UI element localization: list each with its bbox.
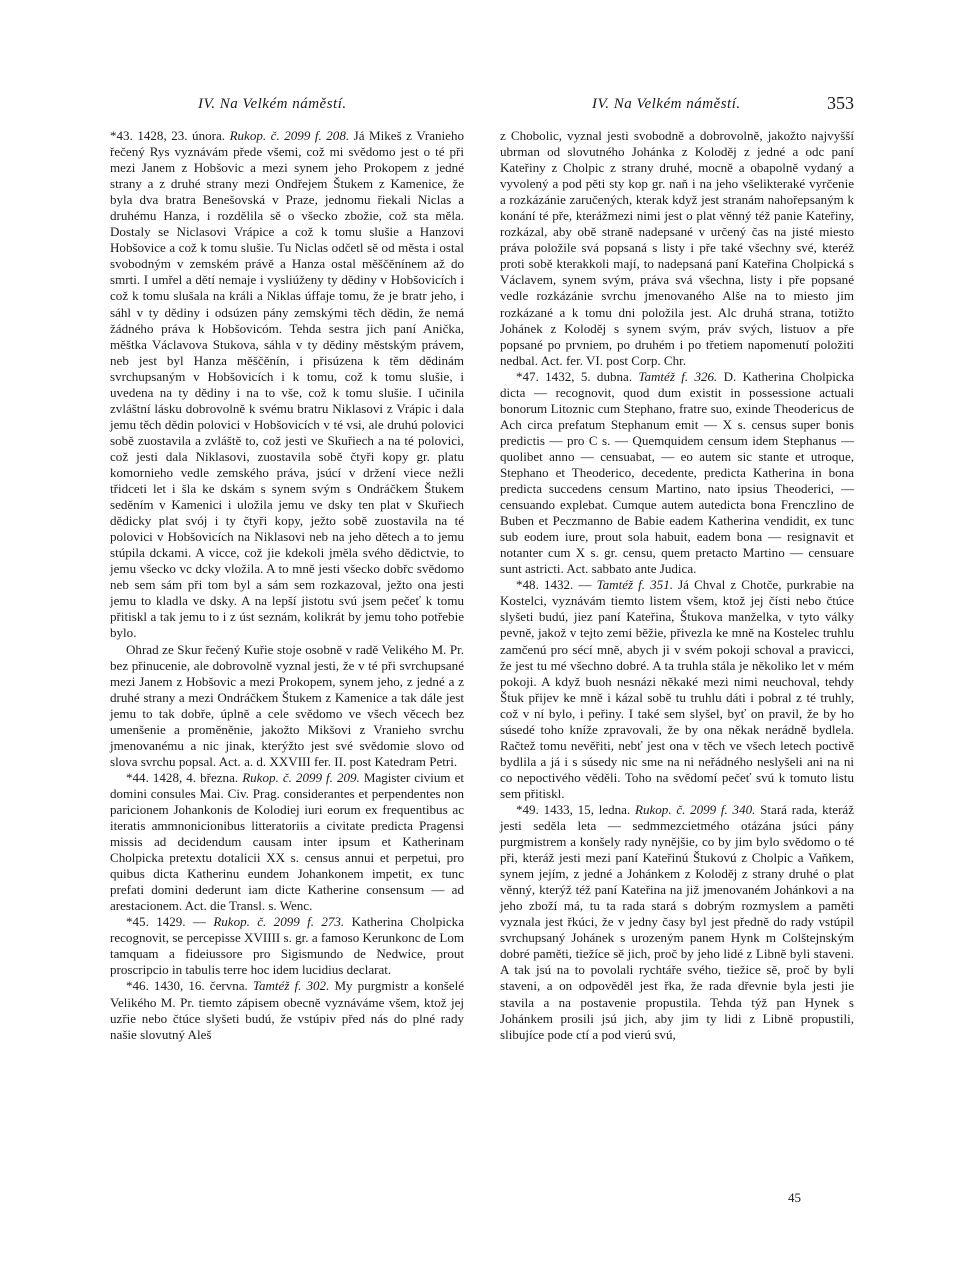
entry-head: *49. 1433, 15, ledna. — [516, 801, 631, 817]
entry-source: Tamtéž f. 351. — [596, 577, 673, 593]
signature-mark: 45 — [788, 1190, 801, 1205]
running-header — [110, 93, 854, 120]
entry-49 — [500, 802, 854, 1043]
left-column — [110, 128, 464, 1043]
entry-43-continuation: Ohrad ze Skur řečený Kuřie stoje osobně v radě Velikého M. Pr. bez přinucenie, ale dobrovolně vyznal jesti, že v té při svrchupsané mezi Janem z Hobšovic a mezi Prokopem, synem jeho, z jedné a z druhé strany a mezi Ondráčkem Štukem z Kamenice a tak dále jest jemu to tak dobře, úplně a cele svědomo ve všech věcech bez umenšenie a proměněnie, jakožto Mikšovi z Vranieho svrchu jmenovanému a nic jinak, kterýžto jest své svědomie slovo od slova svrchu popsal. Act. a. d. XXVIII fer. II. post Katedram Petri. — [110, 641, 464, 769]
entry-source: Rukop. č. 2099 f. 340. — [634, 801, 756, 817]
entry-source: Rukop. č. 2099 f. 273. — [213, 914, 345, 930]
entry-46-continuation: z Chobolic, vyznal jesti svobodně a dobrovolně, jakožto najvyšší ubrman od slovutného Johánka z Koloděj z jedné a odc paní Kateřiny z Cholpic z strany druhé, mocně a obapolně vydaný a vyvolený a pod pěti sty kop gr. naň i na jeho všelikteraké vyrčenie a rozkázánie zaručených, kterak když jest stranám nahořepsaným k konání té pře, kterážmezi nimi jest o plat věnný též panie Kateřiny, rozkázal, aby obě straně nadepsané v určený čas na jisté miesto práva položile svá popsaná s listy i pře také všechny své, kteréž proti sobě kterakkoli mají, to nadepsaná paní Kateřina Cholpická s Václavem, synem svým, práva svá všechna, listy i pře popsané vedle rozkázánie svrchu jmenovaného Alše na to miesto jim rozkázané a k tomu dni položila jest. Alc druhá strana, totižto Johánek z Koloděj s synem svým, práv svých, listuov a pře popsané po prvniem, po druhém i po třetiem napomenutí položiti nedbal. Act. fer. VI. post Corp. Chr. — [500, 128, 854, 368]
entry-text: Já Mikeš z Vranieho řečený Rys vyznávám přede všemi, což mi svědomo jest o té při mezi Janem z Hobšovic a mezi synem jeho Prokopem z jedné strany a z druhé strany mezi Ondřejem Štukem z Kamenice, že byla dva bratra Benešovská v Praze, jednomu řiekali Niclas a druhému Hanza, i rozdělila sě o všecko zbožie, což sta měla. Dostaly se Niclasovi Vrápice a což k tomu slušie a Hanzovi Hobšovice a což k tomu slušie. Tu Niclas odčetl sě od města i ostal svobodným v zemském právě a Hanza ostal měščěnínem až do smrti. I umřel a dětí nemaje i vysliúženy ty dědiny v Hobšovicích i což k tomu slušala na králi a Niklas úffaje tomu, že je bratr jeho, i sáhl v ty dědiny i odsúzen pány zemskými těch dědin, že nemá žádného práva k Hobšovicóm. Tehda sestra jich paní Anička, měštka Václavova Stukova, sáhla v ty dědiny městským právem, neb jest byl Hanza měščěnín, i přisúzena k těm dědinám svrchupsaným v Hobšovicích i k tomu, což k tomu slušie, i uvedena na ty dědiny i na to vše, což k tomu slušie. I učinila zvláštní lásku dobrovolně k svému bratru Niklasovi z Vrápic i dala jemu těch dědin polovici v Hobšovicích v té vsi, ale druhú polovici sobě zuostavila a zvláště to, což jesti ve Skuřiech a na té polovici, což jesti dala Niklasovi, zuostavila sobě čtyři kopy gr. platu komornieho vedle zemského práva, jsúcí v držení viece nežli třidceti let i šla ke dskám s synem svým s Ondráčkem Štukem seděním v Kamenici i uložila jemu ve dsky ten plat v Skuřiech dědicky plat svój i ty čtyři kopy, ježto sobě zuostavila na té polovici v Hobšovicích na Niklasovi neb na jeho dětech a to jemu stúpila dckami. A vicce, což jie kdekoli jměla svého dědictvie, to jemu všecko vc dcky vložila. A to mně jesti všecko dobřc svědomo neb sem sám při tom byl a sám sem rozkazoval, ježto ona jesti jemu to kladla ve dsky. A na lepší jistotu svú jsem pečeť k tomu přitiskl a tak jemu to i z úst seznám, kolikrát by jemu toho potřebie bylo. — [110, 128, 465, 641]
entry-text: My purgmistr a konšelé Velikého M. Pr. tiemto zápisem obecně vyznáváme všem, ktož jej uzřie nebo čtúce slyšeti budú, že vstúpiv před nás do plné rady našie slovutný Aleš — [110, 978, 465, 1042]
entry-45 — [110, 914, 464, 978]
entry-source: Tamtéž f. 326. — [638, 368, 718, 384]
entry-source: Rukop. č. 2099 f. 209. — [242, 769, 360, 785]
entry-47 — [500, 369, 854, 578]
entry-46 — [110, 978, 464, 1042]
entry-head: *46. 1430, 16. června. — [126, 978, 248, 994]
entry-text: Katherina Cholpicka recognovit, se percepisse XVIIII s. gr. a famoso Kerunkonc de Lom tamquam a fideiussore pro Sigismundo de Nedwice, prout proscripcio in tabulis terre hoc idem lucidius declarat. — [110, 914, 464, 978]
entry-text: Stará rada, kteráž jesti seděla leta — sedmmezcietmého otázána jsúci pány purgmistrem a konšely rady nynějšie, co by jim bylo svědomo o té při, kteráž jesti mezi paní Kateřinú Štukovú z Cholpic a Vaňkem, synem jejím, z jedné a Johánkem z Koloděj z strany druhé o plat věnný, kterýž též paní Kateřina na již jmenovaném Johánkovi a na jeho zboží má, tu ta rada stará s dobrým rozmyslem a paměti vyznala jest řkúci, že v jedny časy byl jest předně do rady vstúpil svrchupsaný Johánek s urozeným panem Hynk m Colštejnským dobré paměti, tiežíce sě jich, proč by jeho lidé z Libně byli staveni. A tak jsú na to povolali rychtáře svého, tiežice sě, proč by byli staveni, a on odpověděl jest řka, že rada dřevnie byla jesti jie stavila a na postavenie propustila. Tehda týž pan Hynek s Johánkem prosili jsú jich, aby jim ty lidi z Libně propustili, slibujíce pode ctí a pod vierú svú, — [500, 801, 855, 1042]
entry-48 — [500, 577, 854, 802]
entry-source: Rukop. č. 2099 f. 208. — [229, 128, 350, 143]
right-column — [500, 128, 854, 1043]
entry-source: Tamtéž f. 302. — [252, 978, 330, 994]
entry-44 — [110, 770, 464, 914]
entry-head: *48. 1432. — — [516, 577, 592, 593]
entry-head: *44. 1428, 4. března. — [126, 769, 239, 785]
entry-head: *43. 1428, 23. února. — [110, 128, 226, 143]
running-title-left: IV. Na Velkém náměstí. — [198, 96, 347, 112]
entry-text: D. Katherina Cholpicka dicta — recognovit, quod dum existit in possessione actuali bonorum Litoznic cum Stephano, fratre suo, exinde Theodericus de Ach circa prefatum Stephanum emit — X s. census super bonis predictis — pro C s. — Quemquidem censum idem Stephanus — quolibet anno — censuabat, — eo autem sic stante et utroque, Stephano et Theoderico, decedente, predicta Katherina in bona predicta succedens censum Martino, nato ipsius Theoderici, — censuando explebat. Cumque autem autedicta bona Frenczlino de Buben et Peczmanno de Babie eadem Katherina vendidit, ex tunc sub eodem iure, prout sola habuit, eadem bona — resignavit et notanter cum X s. gr. censu, quem pretacto Martino — censuare sunt astricti. Act. sabbato ante Judica. — [500, 368, 854, 577]
entry-43 — [110, 128, 464, 642]
running-title-right: IV. Na Velkém náměstí. — [592, 96, 741, 112]
entry-head: *47. 1432, 5. dubna. — [516, 368, 633, 384]
entry-text: Magister civium et domini consules Mai. Civ. Prag. considerantes et perpendentes non paricionem Johankonis de Kolodiej iuri eorum ex frequentibus ac iteratis ammnonicionibus litteratoriis a civitate predicta Pragensi missis ad decidendum causam inter ipsum et Katherinam Cholpicka pretextu dotalicii XX s. census annui et perpetui, pro quibus dicta Katherinu eundem Johankonem impetit, ex tunc prefati domini dederunt iam dicte Katherine consensum — ad arestacionem. Act. die Transl. s. Wenc. — [110, 769, 464, 914]
page-number: 353 — [827, 93, 854, 113]
entry-head: *45. 1429. — — [126, 914, 206, 930]
entry-text: Já Chval z Chotče, purkrabie na Kostelci, vyznávám tiemto listem všem, ktož jej čísti nebo čtúce slyšeti budú, jiez paní Kateřina, Štukova manželka, v tyto války pevně, jakož v tejto zemi běžie, přivezla ke mně na Kostelec truhlu zamčenú pro sécí mně, abych ji v svém pokoji schoval a pravicci, že jest tu mé všechno dobré. A ta truhla stála je několiko let v mém pokoji. A když buoh nesnázi někaké mezi nimi neuchoval, tehdy Štuk přijev ke mně i kázal sobě tu truhlu dáti i pobral z té truhly, což v ní bylo, i peřiny. I také sem slyšel, byť on pravil, že by ho súsedé toho kníže zpravovali, že by ona někak nerádně bydlela. Račtež tomu nevěřiti, nebť jest ona v těch ve všech letech poctivě bydlila a já i s súsedy nic sme na ni neřádného neslyšeli ani na ni co nepoctivého věděli. Toho na svědomí pečeť svú k tomuto listu sem přitiskl. — [500, 577, 854, 801]
